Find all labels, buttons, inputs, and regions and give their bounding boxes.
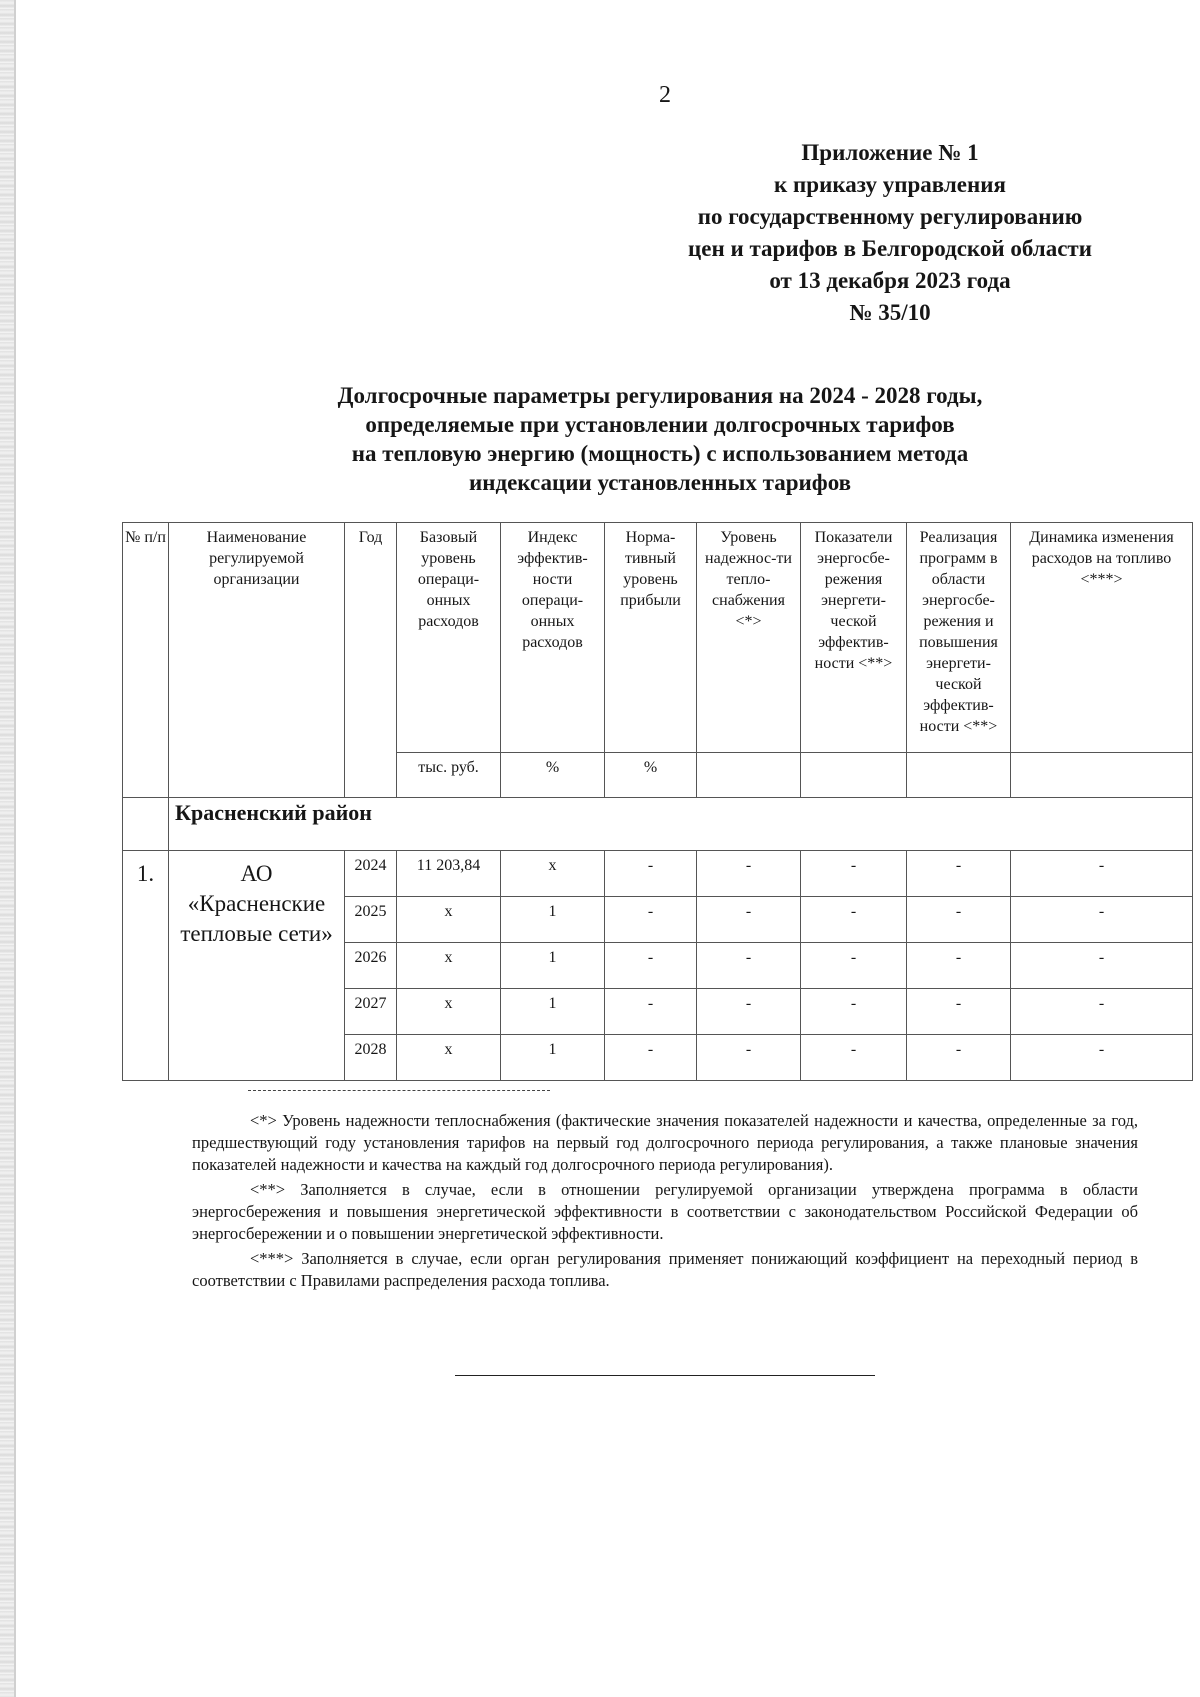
base-cell: 11 203,84 — [397, 851, 501, 897]
header-number: № п/п — [123, 523, 169, 798]
base-cell: x — [397, 943, 501, 989]
reliability-cell: - — [697, 851, 801, 897]
programs-cell: - — [907, 851, 1011, 897]
fuel-cell: - — [1011, 851, 1193, 897]
unit-empty — [697, 753, 801, 798]
fuel-cell: - — [1011, 897, 1193, 943]
index-cell: 1 — [501, 989, 605, 1035]
profit-cell: - — [605, 1035, 697, 1081]
header-row — [123, 523, 1193, 753]
indicators-cell: - — [801, 897, 907, 943]
year-cell: 2024 — [345, 851, 397, 897]
indicators-cell: - — [801, 851, 907, 897]
reliability-cell: - — [697, 989, 801, 1035]
profit-cell: - — [605, 851, 697, 897]
title-line: определяемые при установлении долгосрочных тарифов — [365, 412, 955, 437]
reliability-cell: - — [697, 1035, 801, 1081]
header-efficiency-index: Индекс эффектив-ности операци-онных расходов — [501, 523, 605, 753]
header-fuel-dynamics: Динамика изменения расходов на топливо <***> — [1011, 523, 1193, 753]
year-cell: 2027 — [345, 989, 397, 1035]
footnote-fuel: <***> Заполняется в случае, если орган регулирования применяет понижающий коэффициент на переходный период в соответствии с Правилами распределения расхода топлива. — [192, 1249, 1138, 1290]
header-profit-level: Норма-тивный уровень прибыли — [605, 523, 697, 753]
year-cell: 2028 — [345, 1035, 397, 1081]
title-line: Долгосрочные параметры регулирования на 2024 - 2028 годы, — [337, 383, 983, 408]
header-energy-indicators: Показатели энергосбе-режения энергети-ческой эффектив-ности <**> — [801, 523, 907, 753]
header-org-name: Наименование регулируемой организации — [169, 523, 345, 798]
footnote-reliability: <*> Уровень надежности теплоснабжения (фактические значения показателей надежности и качества, определенные за год, предшествующий году установления тарифов на первый год долгосрочного периода регулирования, а также плановые значения показателей надежности и качества на каждый год долгосрочного периода регулирования). — [192, 1111, 1138, 1174]
index-cell: 1 — [501, 897, 605, 943]
footnote-energy-program: <**> Заполняется в случае, если в отношении регулируемой организации утверждена программа в области энергосбережения и повышения энергетической эффективности в соответствии с законодательством Российской Федерации об энергосбережении и о повышении энергетической эффективности. — [192, 1180, 1138, 1243]
appendix-line: к приказу управления — [774, 172, 1006, 197]
end-rule — [455, 1375, 875, 1376]
year-cell: 2026 — [345, 943, 397, 989]
profit-cell: - — [605, 943, 697, 989]
district-number-cell — [123, 798, 169, 851]
org-number: 1. — [123, 851, 169, 1081]
unit-empty — [801, 753, 907, 798]
district-name: Красненский район — [169, 798, 1193, 851]
fuel-cell: - — [1011, 1035, 1193, 1081]
index-cell: x — [501, 851, 605, 897]
appendix-line: цен и тарифов в Белгородской области — [688, 236, 1092, 261]
header-base-level: Базовый уровень операци-онных расходов — [397, 523, 501, 753]
header-energy-programs: Реализация программ в области энергосбе-режения и повышения энергети-ческой эффектив-ности <**> — [907, 523, 1011, 753]
page-number: 2 — [659, 82, 671, 108]
title-line: на тепловую энергию (мощность) с использованием метода — [351, 441, 969, 466]
programs-cell: - — [907, 943, 1011, 989]
year-cell: 2025 — [345, 897, 397, 943]
unit-profit: % — [605, 753, 697, 798]
programs-cell: - — [907, 989, 1011, 1035]
reliability-cell: - — [697, 897, 801, 943]
fuel-cell: - — [1011, 943, 1193, 989]
appendix-line: № 35/10 — [849, 300, 931, 325]
programs-cell: - — [907, 897, 1011, 943]
org-name: АО «Красненские тепловые сети» — [169, 851, 345, 1081]
base-cell: x — [397, 1035, 501, 1081]
table-row — [123, 851, 1193, 897]
header-year: Год — [345, 523, 397, 798]
appendix-line: по государственному регулированию — [697, 204, 1083, 229]
indicators-cell: - — [801, 989, 907, 1035]
footnotes — [192, 1110, 1138, 1295]
parameters-table — [122, 522, 1193, 1081]
footnote-separator — [248, 1090, 550, 1091]
unit-empty — [907, 753, 1011, 798]
reliability-cell: - — [697, 943, 801, 989]
index-cell: 1 — [501, 943, 605, 989]
indicators-cell: - — [801, 1035, 907, 1081]
unit-empty — [1011, 753, 1193, 798]
district-row — [123, 798, 1193, 851]
indicators-cell: - — [801, 943, 907, 989]
programs-cell: - — [907, 1035, 1011, 1081]
appendix-line: от 13 декабря 2023 года — [769, 268, 1011, 293]
title-line: индексации установленных тарифов — [468, 470, 852, 495]
profit-cell: - — [605, 897, 697, 943]
appendix-line: Приложение № 1 — [801, 140, 979, 165]
unit-base: тыс. руб. — [397, 753, 501, 798]
profit-cell: - — [605, 989, 697, 1035]
base-cell: x — [397, 989, 501, 1035]
unit-index: % — [501, 753, 605, 798]
document-title — [260, 381, 1060, 497]
appendix-block — [640, 137, 1140, 329]
scan-edge-artifact — [0, 0, 14, 1697]
fuel-cell: - — [1011, 989, 1193, 1035]
header-reliability: Уровень надежнос-ти тепло-снабжения <*> — [697, 523, 801, 753]
scan-edge-line — [14, 0, 16, 1697]
index-cell: 1 — [501, 1035, 605, 1081]
base-cell: x — [397, 897, 501, 943]
